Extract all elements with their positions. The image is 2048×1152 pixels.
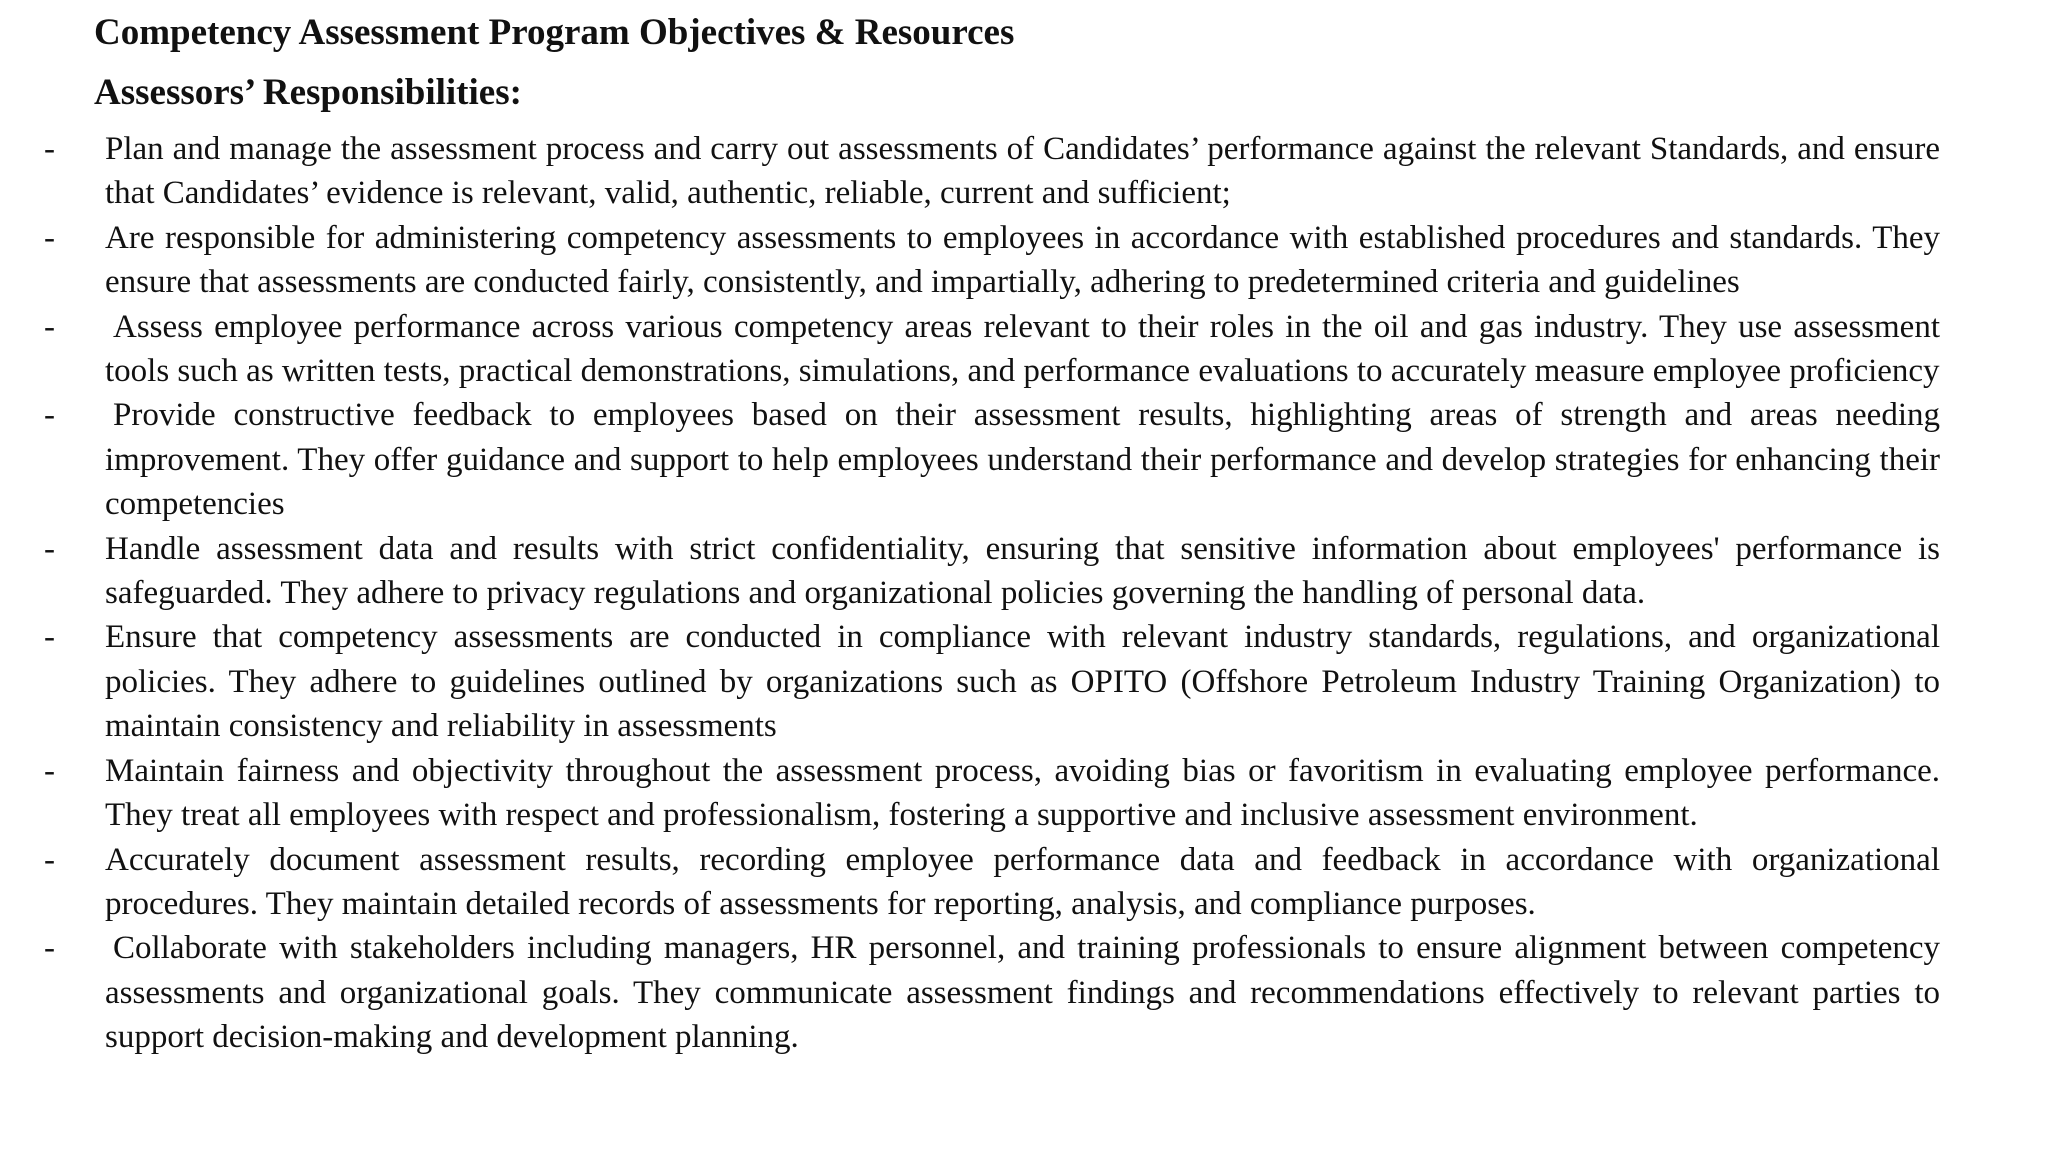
bullet-marker: - xyxy=(44,930,55,967)
responsibility-text: Collaborate with stakeholders including managers, HR personnel, and training professionals to ensure alignment between competency assessments and organizational goals. They communicate assessment findings and recommendations effectively to relevant parties to support decision-making and development planning. xyxy=(105,930,1940,1056)
responsibility-text: Assess employee performance across various competency areas relevant to their roles in the oil and gas industry. They use assessment tools such as written tests, practical demonstrations, simulations, and performance evaluations to accurately measure employee proficiency xyxy=(105,308,1940,390)
list-item xyxy=(0,393,1940,526)
list-item xyxy=(0,615,1940,748)
bullet-marker: - xyxy=(44,131,55,167)
section-heading: Assessors’ Responsibilities: xyxy=(94,72,522,113)
responsibility-text: Accurately document assessment results, recording employee performance data and feedback in accordance with organizational procedures. They maintain detailed records of assessments for reporting, analysis, and compliance purposes. xyxy=(105,841,1940,922)
responsibility-text: Are responsible for administering competency assessments to employees in accordance with established procedures and standards. They ensure that assessments are conducted fairly, consistently, and impartially, adhering to predetermined criteria and guidelines xyxy=(105,219,1940,301)
list-item xyxy=(0,527,1940,616)
list-item xyxy=(0,926,1940,1059)
responsibility-text: Ensure that competency assessments are conducted in compliance with relevant industry standards, regulations, and organizational policies. They adhere to guidelines outlined by organizations such as OPITO (Offshore Petroleum Industry Training Organization) to maintain consistency and reliability in assessments xyxy=(105,619,1940,745)
bullet-marker: - xyxy=(44,841,55,878)
document-title: Competency Assessment Program Objectives & Resources xyxy=(94,12,1015,53)
responsibility-text: Provide constructive feedback to employees based on their assessment results, highlighting areas of strength and areas needing improvement. They offer guidance and support to help employees understand their performance and develop strategies for enhancing their competencies xyxy=(105,397,1940,523)
bullet-marker: - xyxy=(44,397,55,434)
list-item xyxy=(0,216,1940,305)
bullet-marker: - xyxy=(44,752,55,789)
bullet-marker: - xyxy=(44,530,55,567)
list-item xyxy=(0,749,1940,838)
bullet-marker: - xyxy=(44,219,55,256)
responsibility-text: Plan and manage the assessment process and carry out assessments of Candidates’ performance against the relevant Standards, and ensure that Candidates’ evidence is relevant, valid, authentic, reliable, current and sufficient; xyxy=(105,131,1940,212)
responsibility-text: Maintain fairness and objectivity throughout the assessment process, avoiding bias or favoritism in evaluating employee performance. They treat all employees with respect and professionalism, fostering a supportive and inclusive assessment environment. xyxy=(105,752,1940,834)
bullet-marker: - xyxy=(44,308,55,345)
bullet-marker: - xyxy=(44,619,55,656)
list-item xyxy=(0,127,1940,216)
responsibilities-list xyxy=(0,127,2048,1060)
responsibility-text: Handle assessment data and results with strict confidentiality, ensuring that sensitive information about employees' performance is safeguarded. They adhere to privacy regulations and organizational policies governing the handling of personal data. xyxy=(105,530,1940,612)
list-item xyxy=(0,305,1940,394)
list-item xyxy=(0,838,1940,927)
